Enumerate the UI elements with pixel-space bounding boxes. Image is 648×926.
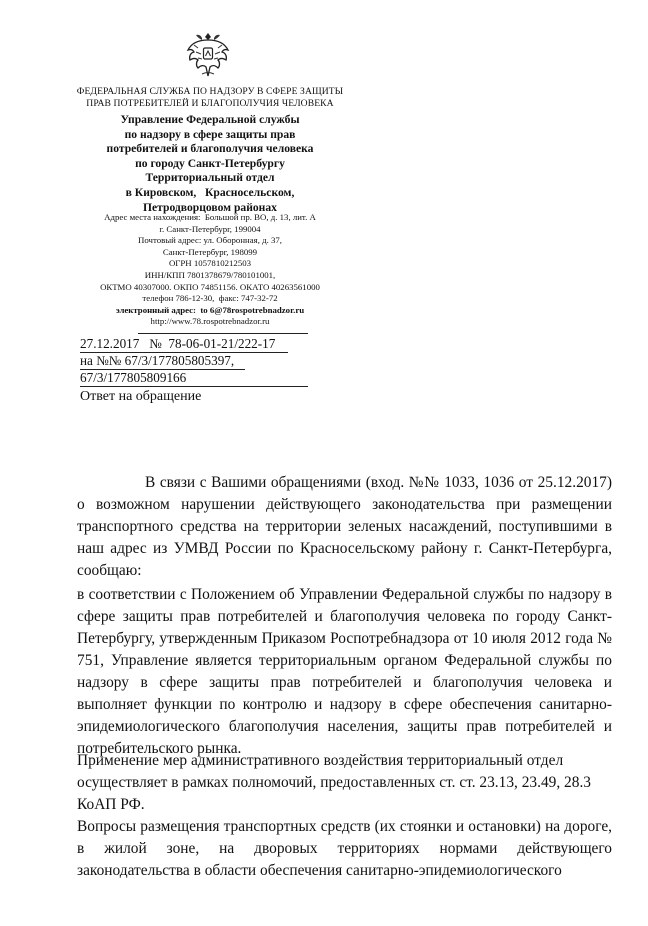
- department-line: потребителей и благополучия человека: [106, 142, 314, 156]
- department-line: по надзору в сфере защиты прав: [124, 127, 296, 141]
- letter-subject: Ответ на обращение: [80, 389, 202, 404]
- phone-fax-line: телефон 786-12-30, факс: 747-32-72: [142, 293, 278, 304]
- body-paragraph: [77, 816, 612, 882]
- address-line: Адрес места нахождения: Большой пр. ВО, д. 13, лит. А: [104, 212, 316, 222]
- website-link[interactable]: http://www.78.rospotrebnadzor.ru: [150, 316, 270, 327]
- coat-of-arms-emblem: [186, 30, 230, 80]
- incoming-reference-2: 67/3/177805809166: [80, 370, 308, 387]
- paragraph-text: Вопросы размещения транспортных средств (их стоянки и остановки) на дороге, в жилой зоне, на дворовых территориях нормами действующего законодательства в области обеспечения санитарно-эпидемиологического: [77, 818, 612, 879]
- agency-name: [60, 86, 360, 110]
- department-line: Территориальный отдел: [145, 171, 275, 185]
- website-underline: [138, 316, 308, 334]
- email-line: электронный адрес: to 6@78rospotrebnadzor.ru: [115, 304, 305, 315]
- agency-line: ФЕДЕРАЛЬНАЯ СЛУЖБА ПО НАДЗОРУ В СФЕРЕ ЗАЩИТЫ: [76, 86, 344, 97]
- department-line: в Кировском, Красносельском,: [125, 185, 295, 199]
- inn-kpp-line: ИНН/КПП 7801378679/780101001,: [144, 269, 276, 280]
- paragraph-text: В связи с Вашими обращениями (вход. №№ 1033, 1036 от 25.12.2017) о возможном нарушении действующего законодательства при размещении транспортного средства на территории зеленых насаждений, поступившими в наш адрес из УМВД России по Красносельскому району г. Санкт-Петербурга, сообщаю:: [77, 474, 612, 579]
- department-line: Управление Федеральной службы: [120, 113, 300, 126]
- paragraph-text: Применение мер административного воздействия территориальный отдел осуществляет в рамках полномочий, предоставленных ст. ст. 23.13, 23.49, 28.3 КоАП РФ.: [77, 752, 591, 813]
- agency-line: ПРАВ ПОТРЕБИТЕЛЕЙ И БЛАГОПОЛУЧИЯ ЧЕЛОВЕКА: [86, 98, 334, 109]
- contact-details: [60, 212, 360, 328]
- body-paragraph: [77, 750, 612, 816]
- ogrn-line: ОГРН 1057810212503: [168, 258, 252, 269]
- postal-address-line: Почтовый адрес: ул. Оборонная, д. 37,: [138, 235, 282, 246]
- body-paragraph: [77, 584, 612, 760]
- incoming-reference-1: на №№ 67/3/177805805397,: [80, 353, 245, 370]
- department-line: по городу Санкт-Петербургу: [135, 156, 285, 170]
- body-paragraph: [77, 472, 612, 582]
- department-name: [60, 113, 360, 215]
- oktmo-okpo-okato-line: ОКТМО 40307000. ОКПО 74851156. ОКАТО 40263561000: [100, 281, 320, 292]
- address-line: г. Санкт-Петербург, 199004: [159, 223, 261, 234]
- department-line: Петродворцовом районах: [143, 200, 277, 214]
- outgoing-date-number: 27.12.2017 № 78-06-01-21/222-17: [80, 336, 288, 353]
- paragraph-text: в соответствии с Положением об Управлении Федеральной службы по надзору в сфере защиты прав потребителей и благополучия человека по городу Санкт-Петербургу, утвержденным Приказом Роспотребнадзора от 10 июля 2012 года № 751, Управление является территориальным органом Федеральной службы по надзору в сфере защиты прав потребителей и благополучия человека и выполняет функции по контролю и надзору в сфере обеспечения санитарно-эпидемиологического благополучия населения, защиты прав потребителей и потребительского рынка.: [77, 586, 612, 757]
- postal-address-line: Санкт-Петербург, 198099: [162, 246, 258, 257]
